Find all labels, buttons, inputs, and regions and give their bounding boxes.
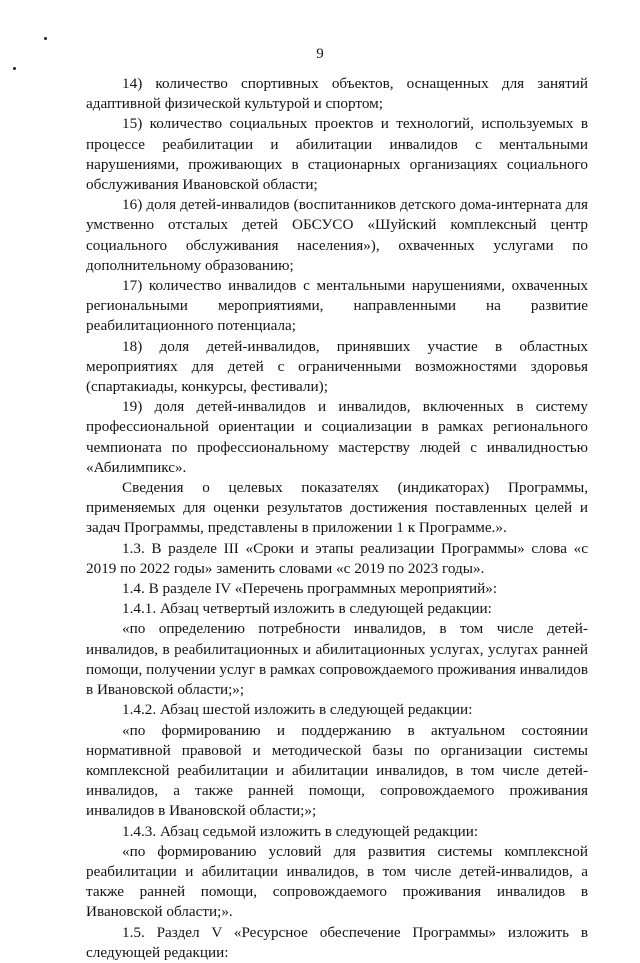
page-number: 9 xyxy=(316,46,324,62)
paragraph: 17) количество инвалидов с ментальными нарушениями, охваченных региональными мероприятиями, направленными на развитие реабилитационного потенциала; xyxy=(86,277,588,335)
paragraph: 1.4.1. Абзац четвертый изложить в следующей редакции: xyxy=(122,600,492,618)
paragraph: 19) доля детей-инвалидов и инвалидов, включенных в систему профессиональной ориентации и социализации в рамках регионального чемпионата по профессиональному мастерству людей с инвалидностью «Абилимпикс». xyxy=(86,398,588,476)
scan-speck xyxy=(13,67,16,70)
paragraph: 1.5. Раздел V «Ресурсное обеспечение Программы» изложить в следующей редакции: xyxy=(86,923,588,961)
paragraph: 1.3. В разделе III «Сроки и этапы реализации Программы» слова «с 2019 по 2022 годы» заменить словами «с 2019 по 2023 годы». xyxy=(86,539,588,577)
paragraph: 14) количество спортивных объектов, оснащенных для занятий адаптивной физической культурой и спортом; xyxy=(86,75,588,113)
paragraph: 1.4.2. Абзац шестой изложить в следующей редакции: xyxy=(122,701,473,719)
document-body xyxy=(86,74,588,963)
paragraph: 1.4.3. Абзац седьмой изложить в следующей редакции: xyxy=(122,822,479,840)
paragraph: Сведения о целевых показателях (индикаторах) Программы, применяемых для оценки результатов достижения поставленных целей и задач Программы, представлены в приложении 1 к Программе.». xyxy=(86,479,588,537)
paragraph: 1.4. В разделе IV «Перечень программных мероприятий»: xyxy=(122,580,498,598)
paragraph: 16) доля детей-инвалидов (воспитанников детского дома-интерната для умственно отсталых детей ОБСУСО «Шуйский комплексный центр социального обслуживания населения»), охваченных услугами по дополнительному образованию; xyxy=(86,196,588,274)
scan-speck xyxy=(44,37,47,40)
paragraph: «по формированию и поддержанию в актуальном состоянии нормативной правовой и методической базы по организации системы комплексной реабилитации и абилитации инвалидов, в том числе детей-инвалидов, а также ранней помощи, сопровождаемого проживания инвалидов в Ивановской области;»; xyxy=(86,721,588,820)
paragraph: «по формированию условий для развития системы комплексной реабилитации и абилитации инвалидов, в том числе детей-инвалидов, а также ранней помощи, сопровождаемого проживания инвалидов в Ивановской области;». xyxy=(86,842,588,921)
paragraph: 18) доля детей-инвалидов, принявших участие в областных мероприятиях для детей с ограниченными возможностями здоровья (спартакиады, конкурсы, фестивали); xyxy=(86,337,588,396)
paragraph: «по определению потребности инвалидов, в том числе детей-инвалидов, в реабилитационных и абилитационных услугах, услугах ранней помощи, получении услуг в рамках сопровождаемого проживания инвалидов в Ивановской области;»; xyxy=(86,620,588,699)
paragraph: 15) количество социальных проектов и технологий, используемых в процессе реабилитации и абилитации инвалидов с ментальными нарушениями, проживающих в стационарных организациях социального обслуживания Ивановской области; xyxy=(86,115,588,194)
